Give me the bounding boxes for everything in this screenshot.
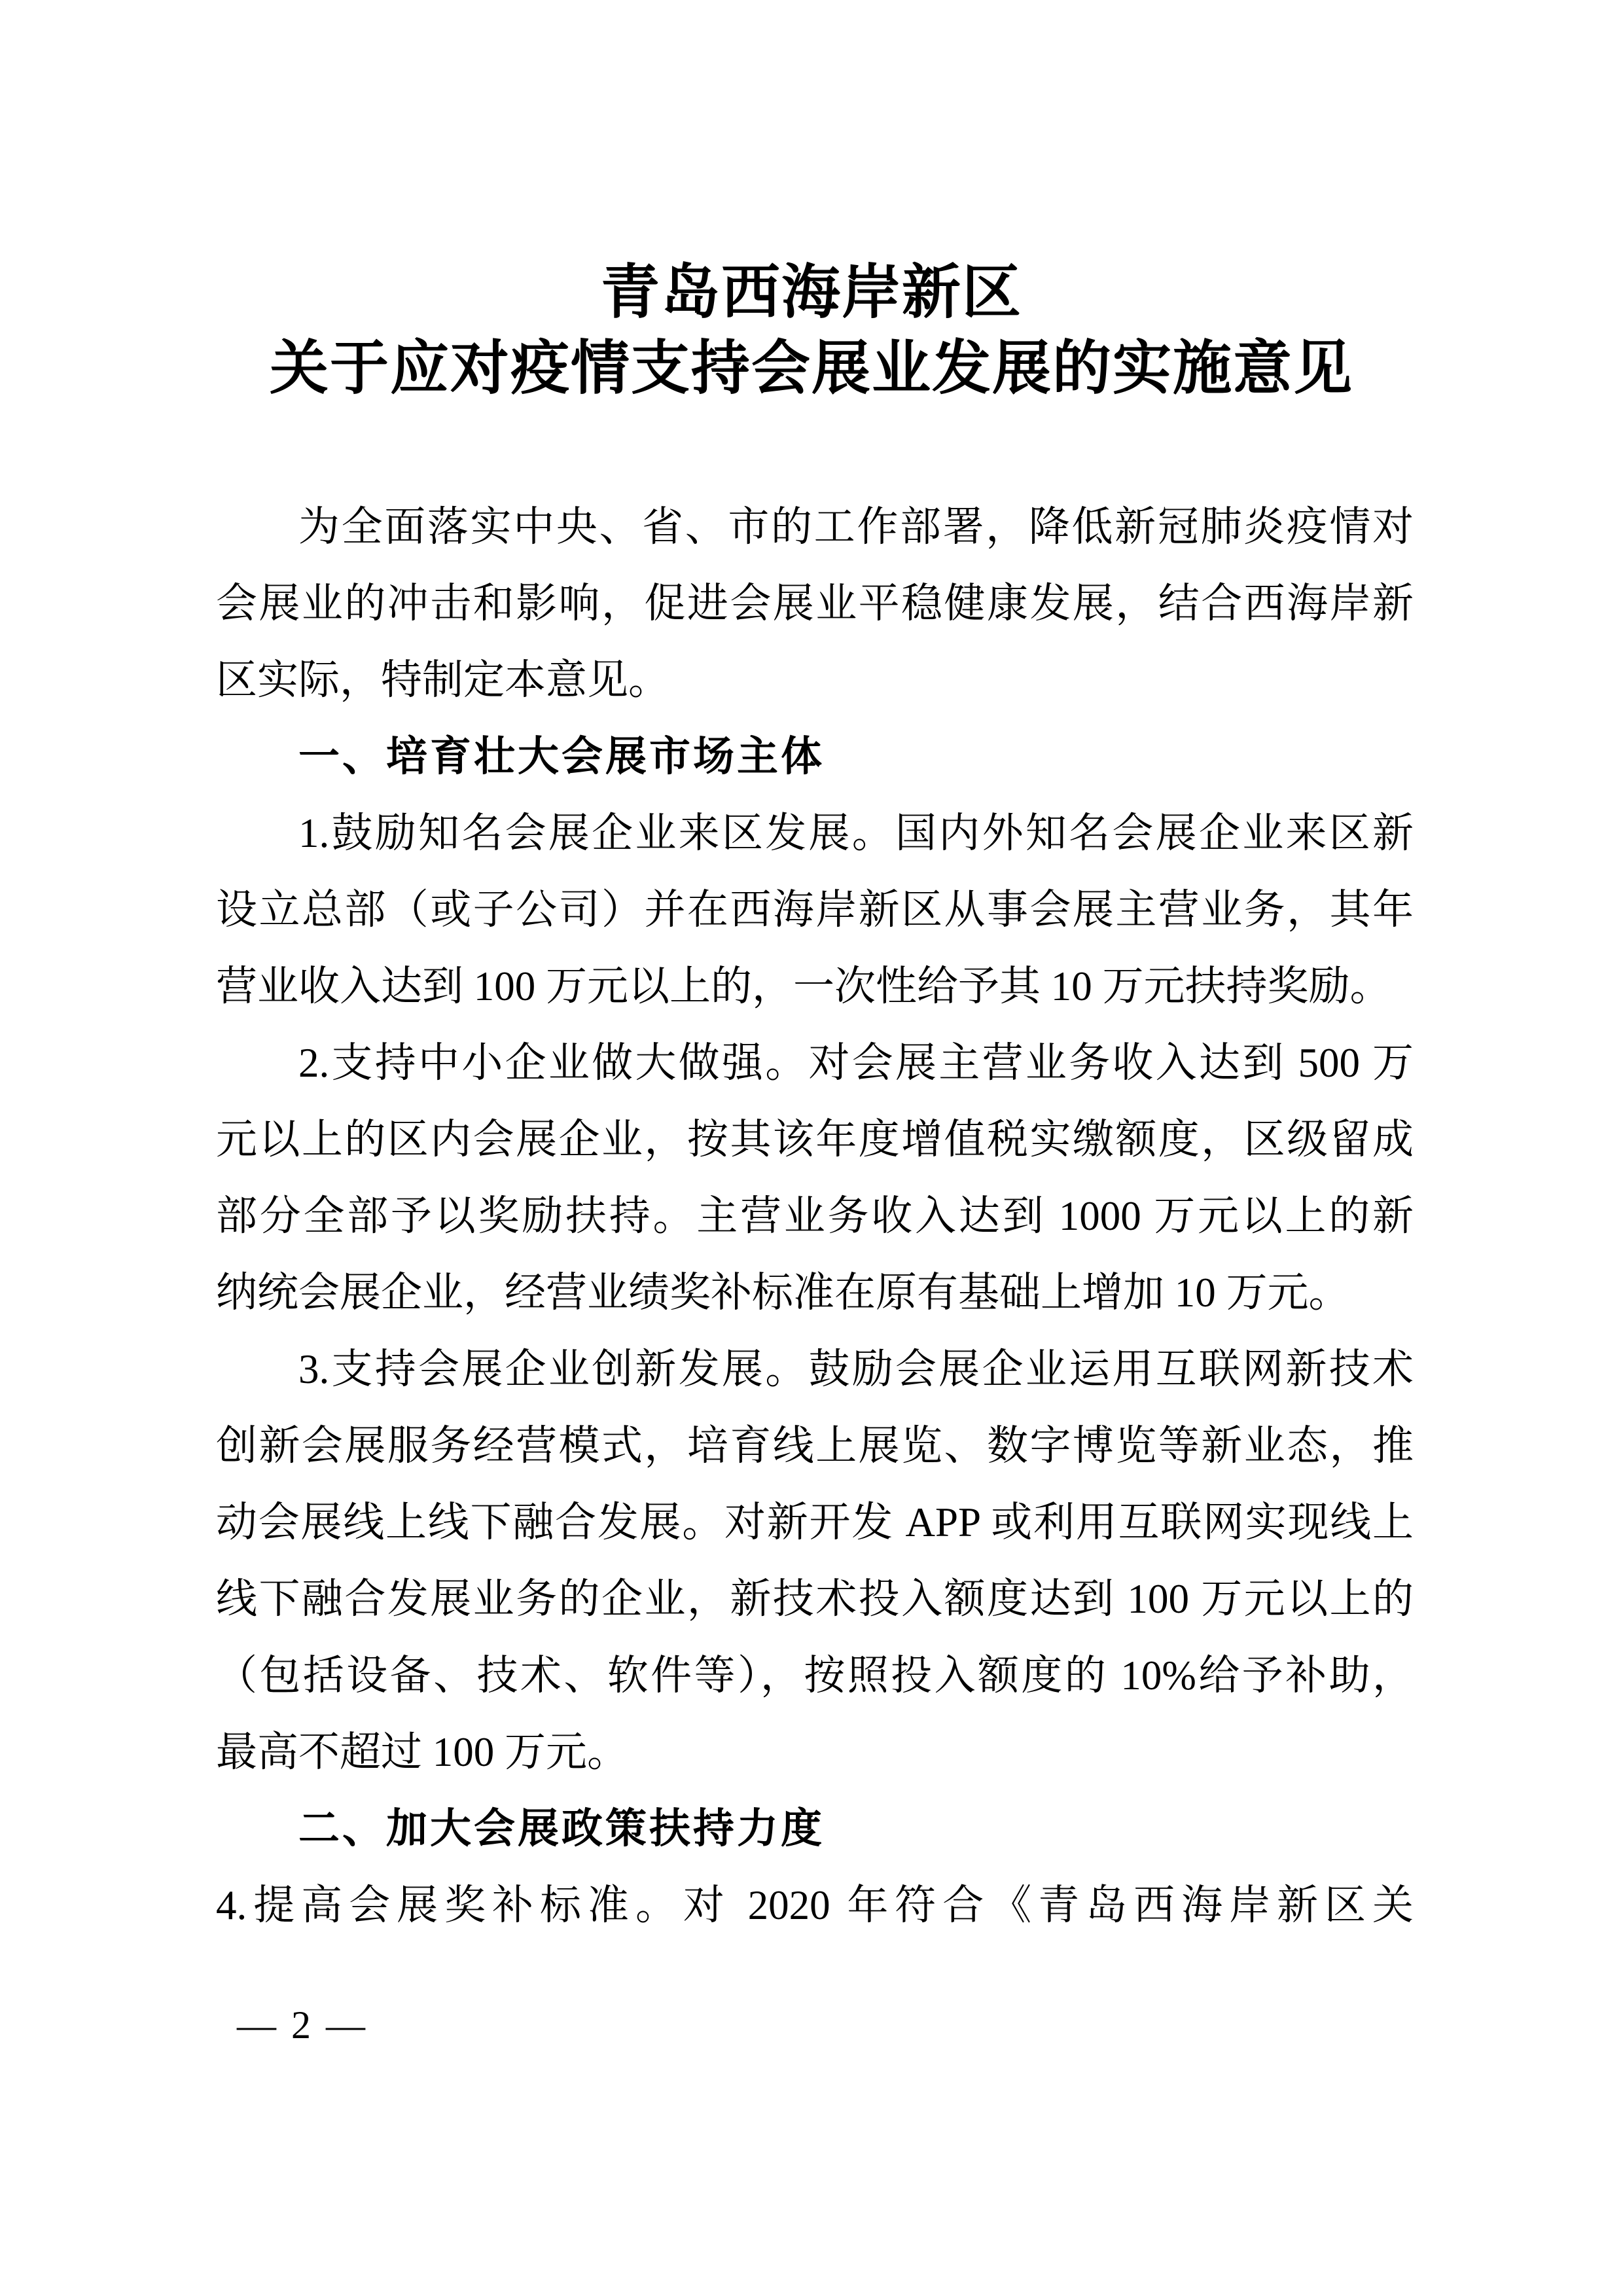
paragraph-line: 3.支持会展企业创新发展。鼓励会展企业运用互联网新技术 — [298, 1346, 1414, 1392]
paragraph-line: 营业收入达到 100 万元以上的，一次性给予其 10 万元扶持奖励。 — [216, 963, 1391, 1009]
paragraph-line: 部分全部予以奖励扶持。主营业务收入达到 1000 万元以上的新 — [216, 1193, 1414, 1239]
paragraph-line: 动会展线上线下融合发展。对新开发 APP 或利用互联网实现线上 — [216, 1499, 1414, 1545]
paragraph-line: 创新会展服务经营模式，培育线上展览、数字博览等新业态，推 — [216, 1423, 1414, 1469]
paragraph-line: 设立总部（或子公司）并在西海岸新区从事会展主营业务，其年 — [216, 887, 1414, 933]
doc-title-line-2: 关于应对疫情支持会展业发展的实施意见 — [270, 336, 1353, 401]
paragraph-line: 最高不超过 100 万元。 — [216, 1729, 628, 1775]
paragraph-line: （包括设备、技术、软件等），按照投入额度的 10%给予补助， — [216, 1653, 1414, 1698]
page-number: — 2 — — [237, 2003, 365, 2047]
doc-title-line-1: 青岛西海岸新区 — [601, 260, 1022, 325]
paragraph-line: 4.提高会展奖补标准。对 2020 年符合《青岛西海岸新区关 — [216, 1882, 1414, 1928]
paragraph-line: 会展业的冲击和影响，促进会展业平稳健康发展，结合西海岸新 — [216, 581, 1414, 626]
paragraph-line: 元以上的区内会展企业，按其该年度增值税实缴额度，区级留成 — [216, 1117, 1414, 1162]
paragraph-line: 线下融合发展业务的企业，新技术投入额度达到 100 万元以上的 — [216, 1576, 1414, 1622]
document-body — [216, 489, 1414, 1944]
paragraph-line: 为全面落实中央、省、市的工作部署，降低新冠肺炎疫情对 — [298, 504, 1414, 550]
paragraph-line: 1.鼓励知名会展企业来区发展。国内外知名会展企业来区新 — [298, 810, 1414, 856]
document-title — [0, 255, 1623, 407]
paragraph-line: 2.支持中小企业做大做强。对会展主营业务收入达到 500 万 — [298, 1040, 1414, 1086]
section-heading-1: 一、培育壮大会展市场主体 — [298, 734, 825, 780]
section-heading-2: 二、加大会展政策扶持力度 — [298, 1806, 825, 1852]
paragraph-line: 纳统会展企业，经营业绩奖补标准在原有基础上增加 10 万元。 — [216, 1270, 1350, 1316]
paragraph-line: 区实际，特制定本意见。 — [216, 657, 669, 703]
